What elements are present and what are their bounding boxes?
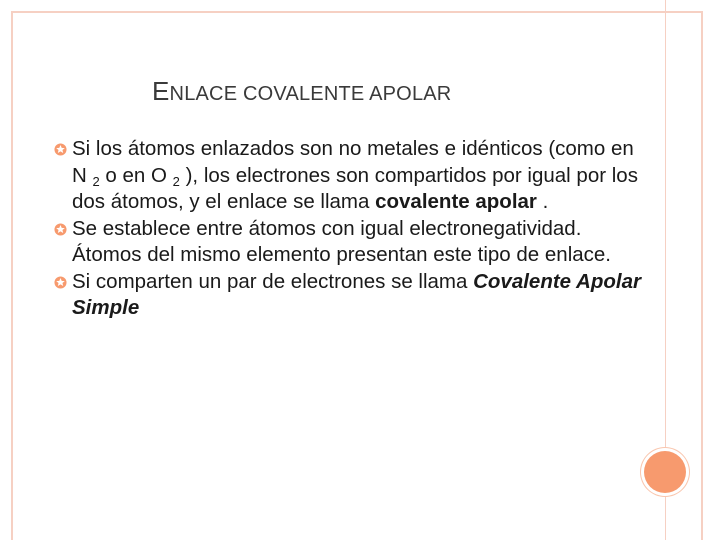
star-badge-icon [54,276,67,289]
decorative-vertical-line-lower [665,492,666,540]
slide-title [152,76,451,107]
subscript-o2: 2 [172,173,180,189]
bullet-item-1 [54,136,644,216]
star-badge-icon [54,143,67,156]
bullet-1-part-1: Si los átomos enlazados son no metales e idénticos (como en N [72,137,634,187]
subscript-n2: 2 [92,173,100,189]
bullet-1-part-4: . [536,190,549,213]
bullet-text-2: Se establece entre átomos con igual electronegatividad. Átomos del mismo elemento presentan este tipo de enlace. [72,216,611,266]
bullet-text-1 [72,136,644,216]
bullet-item-2 [54,216,644,269]
bullet-1-part-2: o en O [99,163,173,187]
bullet-item-3 [54,269,644,322]
bullet-3-part-1: Si comparten un par de electrones se llama [72,269,474,293]
title-initial: E [152,76,170,106]
bullet-list [54,136,644,322]
term-covalente-apolar: covalente apolar [375,190,537,213]
term-covalente-apolar-simple: Covalente Apolar Simple [72,269,641,319]
bullet-1-part-3: ), los electrones son compartidos por igual por los dos átomos, y el enlace se llama [72,163,638,213]
decorative-circle [644,451,686,493]
star-badge-icon [54,223,67,236]
bullet-text-3 [72,269,644,322]
title-rest: NLACE COVALENTE APOLAR [169,83,452,105]
decorative-vertical-line [665,0,666,455]
